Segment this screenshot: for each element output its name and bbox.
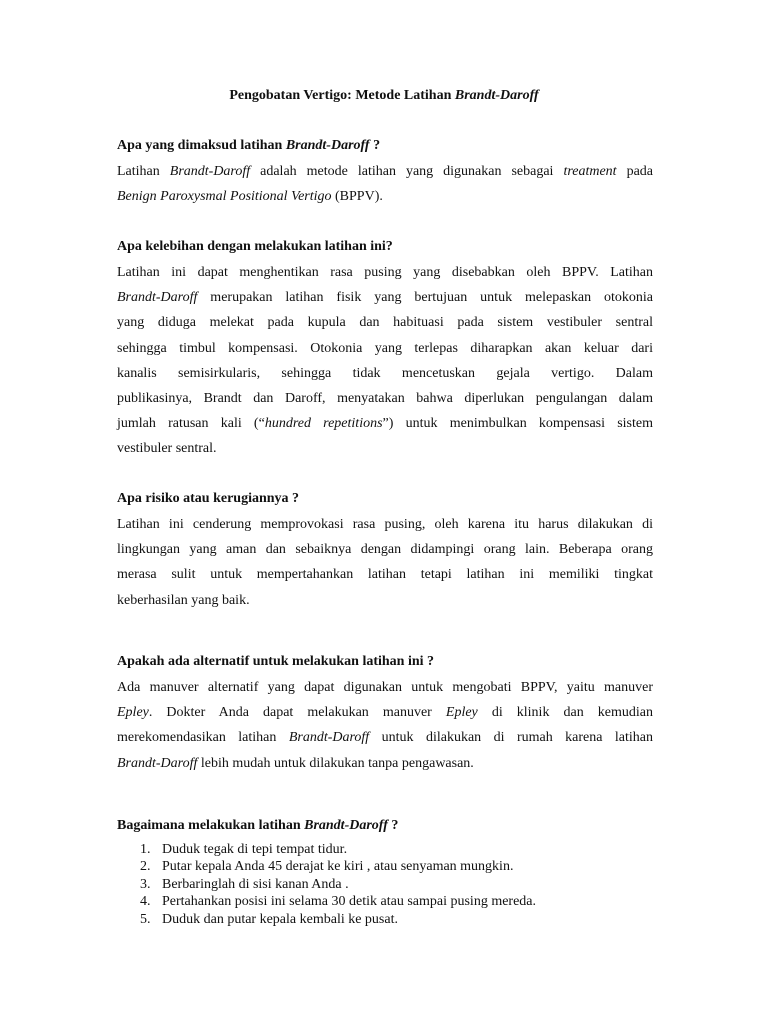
section-heading-risks: Apa risiko atau kerugiannya ? (117, 491, 300, 506)
list-item: 5. Duduk dan putar kepala kembali ke pusat. (140, 911, 398, 927)
list-item: 3. Berbaringlah di sisi kanan Anda . (140, 876, 349, 892)
list-item: 4. Pertahankan posisi ini selama 30 detik atau sampai pusing mereda. (140, 894, 537, 910)
section-heading-how-to: Bagaimana melakukan latihan Brandt-Daroff ? (117, 818, 399, 833)
steps-list (140, 841, 536, 928)
section-heading-definition: Apa yang dimaksud latihan Brandt-Daroff ? (117, 138, 381, 153)
section-heading-benefits: Apa kelebihan dengan melakukan latihan ini? (117, 239, 393, 254)
list-item: 2. Putar kepala Anda 45 derajat ke kiri , atau senyaman mungkin. (140, 859, 514, 875)
paragraph-risks: Latihan ini cenderung memprovokasi rasa pusing, oleh karena itu harus dilakukan di lingkungan yang aman dan sebaiknya dengan didampingi orang lain. Beberapa orang merasa sulit untuk mempertahankan latihan tetapi latihan ini memiliki tingkat keberhasilan yang baik. (117, 517, 653, 608)
list-item: 1. Duduk tegak di tepi tempat tidur. (140, 842, 348, 857)
paragraph-alternatives: Ada manuver alternatif yang dapat digunakan untuk mengobati BPPV, yaitu manuver Epley. Dokter Anda dapat melakukan manuver Epley di klinik dan kemudian merekomendasikan latihan Brandt-Daroff untuk dilakukan di rumah karena latihan Brandt-Daroff lebih mudah untuk dilakukan tanpa pengawasan. (117, 680, 653, 771)
paragraph-benefits: Latihan ini dapat menghentikan rasa pusing yang disebabkan oleh BPPV. Latihan Brandt-Daroff merupakan latihan fisik yang bertujuan untuk melepaskan otokonia yang diduga melekat pada kupula dan habituasi pada sistem vestibuler sentral sehingga timbul kompensasi. Otokonia yang terlepas diharapkan akan keluar dari kanalis semisirkularis, sehingga tidak mencetuskan gejala vertigo. Dalam publikasinya, Brandt dan Daroff, menyatakan bahwa diperlukan pengulangan dalam jumlah ratusan kali (“hundred repetitions”) untuk menimbulkan kompensasi sistem vestibuler sentral. (117, 265, 653, 457)
section-heading-alternatives: Apakah ada alternatif untuk melakukan latihan ini ? (117, 654, 435, 669)
paragraph-definition: Latihan Brandt-Daroff adalah metode latihan yang digunakan sebagai treatment pada Benign Paroxysmal Positional Vertigo (BPPV). (117, 164, 653, 205)
page-title: Pengobatan Vertigo: Metode Latihan Brandt-Daroff (229, 88, 539, 103)
